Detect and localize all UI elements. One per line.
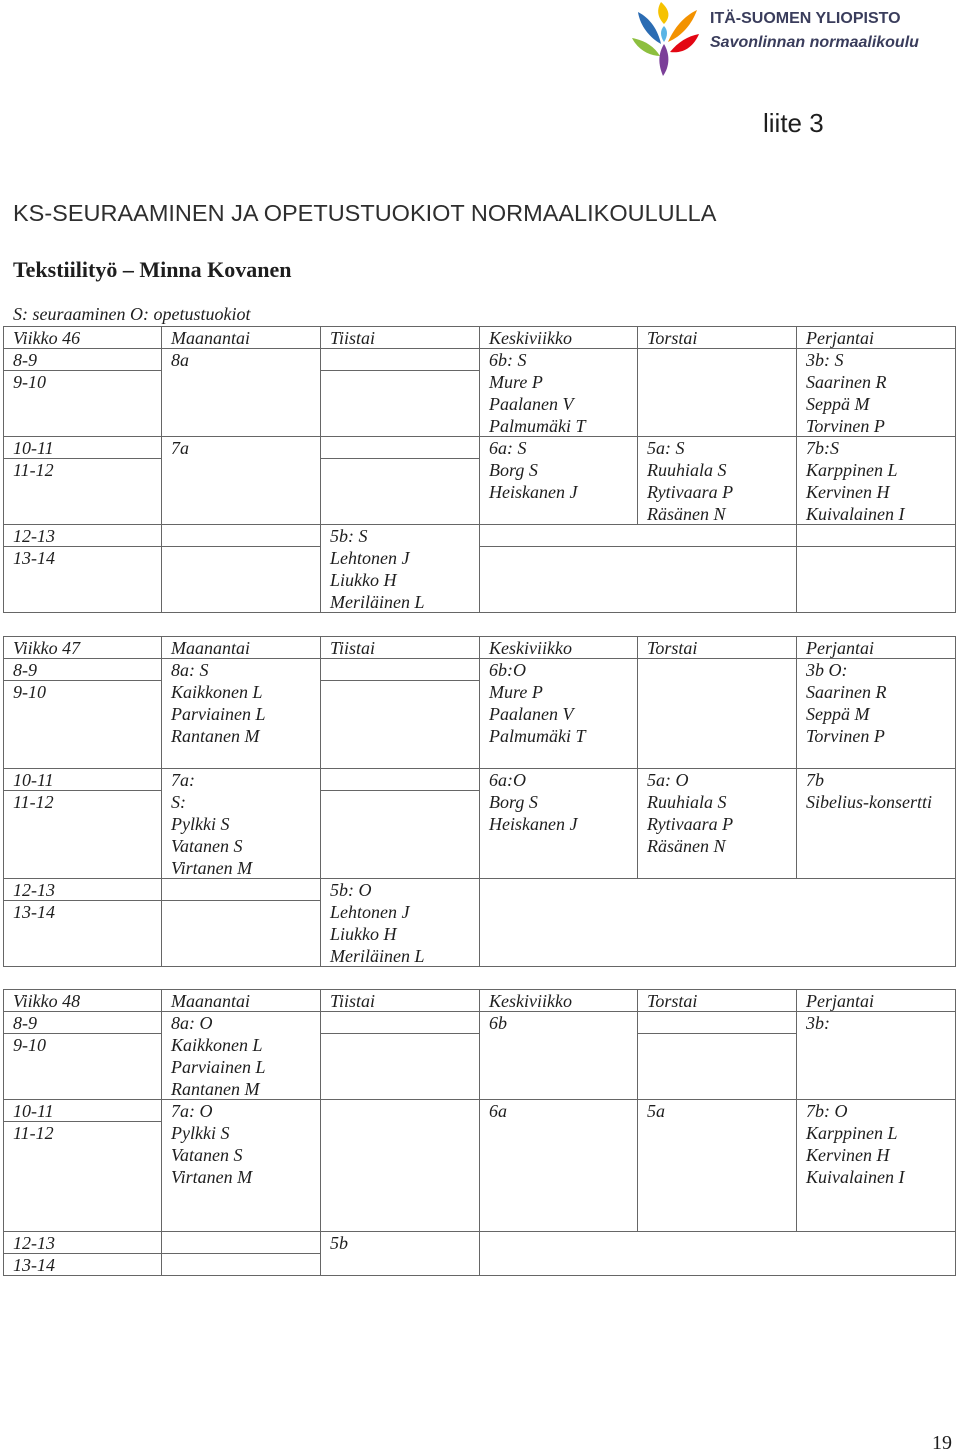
week-label: Viikko 48 [4, 990, 162, 1012]
cell-line: 7a: O [171, 1101, 213, 1121]
empty-cell [321, 371, 480, 437]
cell-line: 3b: S [806, 350, 844, 370]
schedule-cell [797, 1012, 956, 1100]
empty-cell [480, 879, 956, 967]
schedule-cell [162, 1100, 321, 1232]
cell-line: 7b [806, 770, 824, 790]
time-slot: 11-12 [4, 459, 162, 525]
time-slot: 8-9 [4, 1012, 162, 1034]
cell-line: Liukko H [330, 570, 397, 590]
cell-line: Liukko H [330, 924, 397, 944]
empty-cell [480, 1232, 956, 1276]
time-slot: 12-13 [4, 879, 162, 901]
day-header: Torstai [638, 990, 797, 1012]
cell-line: Pylkki S [171, 1123, 230, 1143]
cell-line: 7b: O [806, 1101, 848, 1121]
empty-cell [162, 1254, 321, 1276]
schedule-cell [162, 1012, 321, 1100]
cell-line: Virtanen M [171, 1167, 253, 1187]
day-header: Torstai [638, 327, 797, 349]
cell-line: 8a: S [171, 660, 209, 680]
time-slot: 10-11 [4, 1100, 162, 1122]
cell-line: 5b: S [330, 526, 368, 546]
cell-line: Paalanen V [489, 394, 574, 414]
time-slot: 9-10 [4, 371, 162, 437]
attachment-label: liite 3 [763, 108, 824, 138]
cell-line: 6b:O [489, 660, 526, 680]
cell-line: 5b: O [330, 880, 372, 900]
schedule-cell [480, 349, 638, 437]
schedule-cell [480, 659, 638, 769]
university-name: ITÄ-SUOMEN YLIOPISTO [710, 10, 901, 27]
schedule-table-week-47 [3, 636, 956, 967]
time-slot: 12-13 [4, 1232, 162, 1254]
cell-line: Ruuhiala S [647, 460, 727, 480]
logo-petal-purple [659, 44, 668, 76]
schedule-cell [480, 769, 638, 879]
empty-cell [321, 681, 480, 769]
empty-cell [321, 349, 480, 371]
cell-line: 5a [647, 1101, 665, 1121]
cell-line: Mure P [489, 372, 543, 392]
schedule-cell [638, 769, 797, 879]
cell-line: Lehtonen J [330, 548, 410, 568]
cell-line: 5a: O [647, 770, 689, 790]
logo-petal-yellow [658, 2, 668, 24]
day-header: Keskiviikko [480, 327, 638, 349]
time-slot: 9-10 [4, 681, 162, 769]
empty-cell [321, 1012, 480, 1034]
day-header: Maanantai [162, 327, 321, 349]
cell-line: Kaikkonen L [171, 1035, 263, 1055]
week-label: Viikko 47 [4, 637, 162, 659]
day-header: Keskiviikko [480, 637, 638, 659]
cell-line: Heiskanen J [489, 482, 578, 502]
empty-cell [480, 547, 797, 613]
cell-line: 7b:S [806, 438, 839, 458]
cell-line: 6a [489, 1101, 507, 1121]
cell-line: Palmumäki T [489, 726, 586, 746]
empty-cell [638, 659, 797, 769]
cell-line: Karppinen L [806, 1123, 898, 1143]
cell-line: 3b: [806, 1013, 830, 1033]
flower-logo-icon [628, 0, 704, 78]
schedule-cell [797, 1100, 956, 1232]
cell-line: 7a: [171, 770, 195, 790]
empty-cell [321, 1034, 480, 1100]
cell-line: 5b [330, 1233, 348, 1253]
time-slot: 13-14 [4, 547, 162, 613]
cell-line: Parviainen L [171, 704, 266, 724]
empty-cell [638, 349, 797, 437]
cell-line: Torvinen P [806, 416, 885, 436]
schedule-table-week-48 [3, 989, 956, 1276]
empty-cell [321, 791, 480, 879]
cell-line: Rantanen M [171, 726, 260, 746]
cell-line: 6b [489, 1013, 507, 1033]
time-slot: 10-11 [4, 769, 162, 791]
empty-cell [797, 547, 956, 613]
day-header: Perjantai [797, 637, 956, 659]
cell-line: Rantanen M [171, 1079, 260, 1099]
cell-line: Rytivaara P [647, 482, 734, 502]
cell-line: Rytivaara P [647, 814, 734, 834]
time-slot: 11-12 [4, 1122, 162, 1232]
cell-line: Kaikkonen L [171, 682, 263, 702]
cell-line: 8a [171, 350, 189, 370]
day-header: Keskiviikko [480, 990, 638, 1012]
cell-line: Ruuhiala S [647, 792, 727, 812]
schedule-cell [797, 437, 956, 525]
cell-line: Saarinen R [806, 372, 887, 392]
empty-cell [162, 879, 321, 901]
cell-line: Meriläinen L [330, 592, 425, 612]
cell-line: 8a: O [171, 1013, 213, 1033]
cell-line: Saarinen R [806, 682, 887, 702]
cell-line: 6a:O [489, 770, 526, 790]
schedule-cell [162, 437, 321, 525]
page-title: KS-SEURAAMINEN JA OPETUSTUOKIOT NORMAALIKOULULLA [13, 200, 717, 226]
schedule-cell [321, 1232, 480, 1276]
schedule-cell [162, 769, 321, 879]
empty-cell [162, 901, 321, 967]
cell-line: 6b: S [489, 350, 527, 370]
week-label: Viikko 46 [4, 327, 162, 349]
cell-line: Lehtonen J [330, 902, 410, 922]
empty-cell [321, 659, 480, 681]
logo-petal-blue [638, 12, 661, 44]
logo-petal-cyan [661, 26, 667, 42]
empty-cell [321, 459, 480, 525]
schedule-table-week-46 [3, 326, 956, 613]
cell-line: 3b O: [806, 660, 848, 680]
cell-line: Seppä M [806, 394, 870, 414]
schedule-cell [321, 879, 480, 967]
cell-line: Palmumäki T [489, 416, 586, 436]
day-header: Perjantai [797, 990, 956, 1012]
empty-cell [321, 437, 480, 459]
cell-line: Sibelius-konsertti [806, 792, 932, 812]
day-header: Tiistai [321, 637, 480, 659]
empty-cell [638, 1012, 797, 1034]
cell-line: Räsänen N [647, 836, 726, 856]
cell-line: Virtanen M [171, 858, 253, 878]
cell-line: Räsänen N [647, 504, 726, 524]
time-slot: 13-14 [4, 901, 162, 967]
empty-cell [638, 1034, 797, 1100]
time-slot: 11-12 [4, 791, 162, 879]
empty-cell [162, 525, 321, 547]
schedule-cell [797, 349, 956, 437]
schedule-cell [480, 1012, 638, 1100]
school-name: Savonlinnan normaalikoulu [710, 34, 919, 51]
cell-line: Kervinen H [806, 482, 890, 502]
empty-cell [321, 1100, 480, 1232]
day-header: Maanantai [162, 990, 321, 1012]
cell-line: Torvinen P [806, 726, 885, 746]
cell-line: Borg S [489, 792, 538, 812]
page-subtitle: Tekstiilityö – Minna Kovanen [13, 257, 292, 282]
cell-line: Kuivalainen I [806, 1167, 905, 1187]
time-slot: 12-13 [4, 525, 162, 547]
empty-cell [321, 769, 480, 791]
logo-petal-green [632, 38, 660, 56]
empty-cell [162, 547, 321, 613]
time-slot: 8-9 [4, 349, 162, 371]
cell-line: Kuivalainen I [806, 504, 905, 524]
schedule-cell [162, 349, 321, 437]
time-slot: 9-10 [4, 1034, 162, 1100]
schedule-cell [638, 1100, 797, 1232]
cell-line: Mure P [489, 682, 543, 702]
empty-cell [480, 525, 797, 547]
time-slot: 13-14 [4, 1254, 162, 1276]
cell-line: Kervinen H [806, 1145, 890, 1165]
schedule-cell [480, 1100, 638, 1232]
cell-line: 7a [171, 438, 189, 458]
page-number: 19 [932, 1432, 952, 1454]
empty-cell [797, 525, 956, 547]
cell-line: Meriläinen L [330, 946, 425, 966]
day-header: Tiistai [321, 990, 480, 1012]
time-slot: 10-11 [4, 437, 162, 459]
cell-line: Borg S [489, 460, 538, 480]
day-header: Perjantai [797, 327, 956, 349]
day-header: Torstai [638, 637, 797, 659]
cell-line: Paalanen V [489, 704, 574, 724]
cell-line: Pylkki S [171, 814, 230, 834]
cell-line: 6a: S [489, 438, 527, 458]
cell-line: Karppinen L [806, 460, 898, 480]
empty-cell [162, 1232, 321, 1254]
time-slot: 8-9 [4, 659, 162, 681]
cell-line: Parviainen L [171, 1057, 266, 1077]
schedule-cell [797, 769, 956, 879]
cell-line: S: [171, 792, 186, 812]
schedule-cell [321, 525, 480, 613]
day-header: Maanantai [162, 637, 321, 659]
schedule-cell [480, 437, 638, 525]
schedule-cell [162, 659, 321, 769]
schedule-cell [797, 659, 956, 769]
cell-line: Seppä M [806, 704, 870, 724]
cell-line: Vatanen S [171, 836, 243, 856]
legend: S: seuraaminen O: opetustuokiot [13, 304, 251, 324]
cell-line: 5a: S [647, 438, 685, 458]
cell-line: Vatanen S [171, 1145, 243, 1165]
cell-line: Heiskanen J [489, 814, 578, 834]
schedule-cell [638, 437, 797, 525]
day-header: Tiistai [321, 327, 480, 349]
